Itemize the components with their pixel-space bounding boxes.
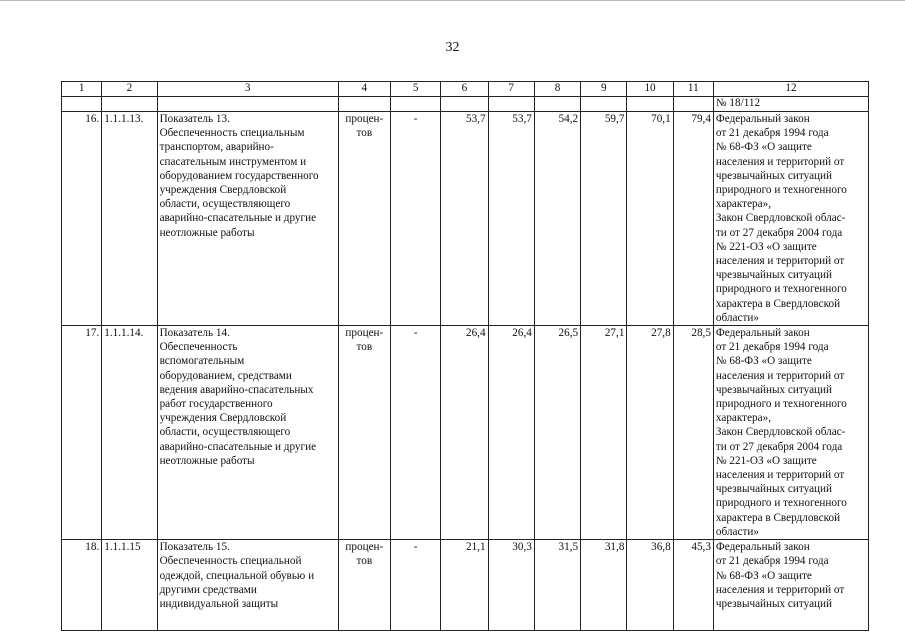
row-number: 18.	[62, 540, 102, 631]
value-col9: 31,8	[581, 540, 627, 631]
page-number: 32	[445, 40, 460, 55]
unit-cell: процен- тов	[338, 112, 390, 326]
table-row	[62, 112, 869, 326]
legal-basis: Федеральный закон от 21 декабря 1994 года № 68-ФЗ «О защите населения и территорий от чрезвычайных ситуаций природного и техногенного характера», Закон Свердловской облас- ти от 27 декабря 2004 года № 221-ОЗ «О защите населения и территорий от чрезвычайных ситуаций природного и техногенного характера в Свердловской области»	[713, 326, 868, 540]
row-number: 17.	[62, 326, 102, 540]
value-col10: 70,1	[627, 112, 673, 326]
value-col8: 54,2	[534, 112, 580, 326]
indicator-name: Показатель 13. Обеспеченность специальным транспортом, аварийно- спасательным инструментом и оборудованием государственного учреждения Свердловской области, осуществляющего аварийно-спасательные и другие неотложные работы	[157, 112, 338, 326]
value-col6: 53,7	[441, 112, 488, 326]
column-number-9: 9	[581, 82, 627, 97]
indicator-name: Показатель 14. Обеспеченность вспомогательным оборудованием, средствами ведения аварийно-спасательных работ государственного учреждения Свердловской области, осуществляющего аварийно-спасательные и другие неотложные работы	[157, 326, 338, 540]
table-row	[62, 326, 869, 540]
value-col11: 45,3	[673, 540, 713, 631]
col5-value: -	[390, 540, 440, 631]
value-col8: 26,5	[534, 326, 580, 540]
col5-value: -	[390, 326, 440, 540]
carryover-row	[62, 97, 869, 112]
column-number-11: 11	[673, 82, 713, 97]
carryover-law-number: № 18/112	[713, 97, 868, 112]
value-col9: 27,1	[581, 326, 627, 540]
col5-value: -	[390, 112, 440, 326]
column-number-4: 4	[338, 82, 390, 97]
row-code: 1.1.1.15	[102, 540, 157, 631]
value-col10: 36,8	[627, 540, 673, 631]
column-number-3: 3	[157, 82, 338, 97]
unit-cell: процен- тов	[338, 540, 390, 631]
value-col8: 31,5	[534, 540, 580, 631]
header-row	[62, 82, 869, 97]
value-col6: 21,1	[441, 540, 488, 631]
column-number-2: 2	[102, 82, 157, 97]
value-col11: 79,4	[673, 112, 713, 326]
legal-basis: Федеральный закон от 21 декабря 1994 года № 68-ФЗ «О защите населения и территорий от чрезвычайных ситуаций природного и техногенного характера», Закон Свердловской облас- ти от 27 декабря 2004 года № 221-ОЗ «О защите населения и территорий от чрезвычайных ситуаций природного и техногенного характера в Свердловской области»	[713, 112, 868, 326]
value-col6: 26,4	[441, 326, 488, 540]
indicators-table	[61, 81, 869, 631]
value-col7: 26,4	[488, 326, 534, 540]
value-col7: 53,7	[488, 112, 534, 326]
value-col10: 27,8	[627, 326, 673, 540]
column-number-1: 1	[62, 82, 102, 97]
value-col11: 28,5	[673, 326, 713, 540]
legal-basis: Федеральный закон от 21 декабря 1994 года № 68-ФЗ «О защите населения и территорий от чрезвычайных ситуаций	[713, 540, 868, 631]
column-number-10: 10	[627, 82, 673, 97]
row-number: 16.	[62, 112, 102, 326]
row-code: 1.1.1.14.	[102, 326, 157, 540]
top-scan-edge	[0, 0, 905, 9]
column-number-5: 5	[390, 82, 440, 97]
column-number-12: 12	[713, 82, 868, 97]
column-number-7: 7	[488, 82, 534, 97]
column-number-8: 8	[534, 82, 580, 97]
table-row	[62, 540, 869, 631]
row-code: 1.1.1.13.	[102, 112, 157, 326]
column-number-6: 6	[441, 82, 488, 97]
unit-cell: процен- тов	[338, 326, 390, 540]
value-col9: 59,7	[581, 112, 627, 326]
indicator-name: Показатель 15. Обеспеченность специальной одеждой, специальной обувью и другими средствами индивидуальной защиты	[157, 540, 338, 631]
value-col7: 30,3	[488, 540, 534, 631]
